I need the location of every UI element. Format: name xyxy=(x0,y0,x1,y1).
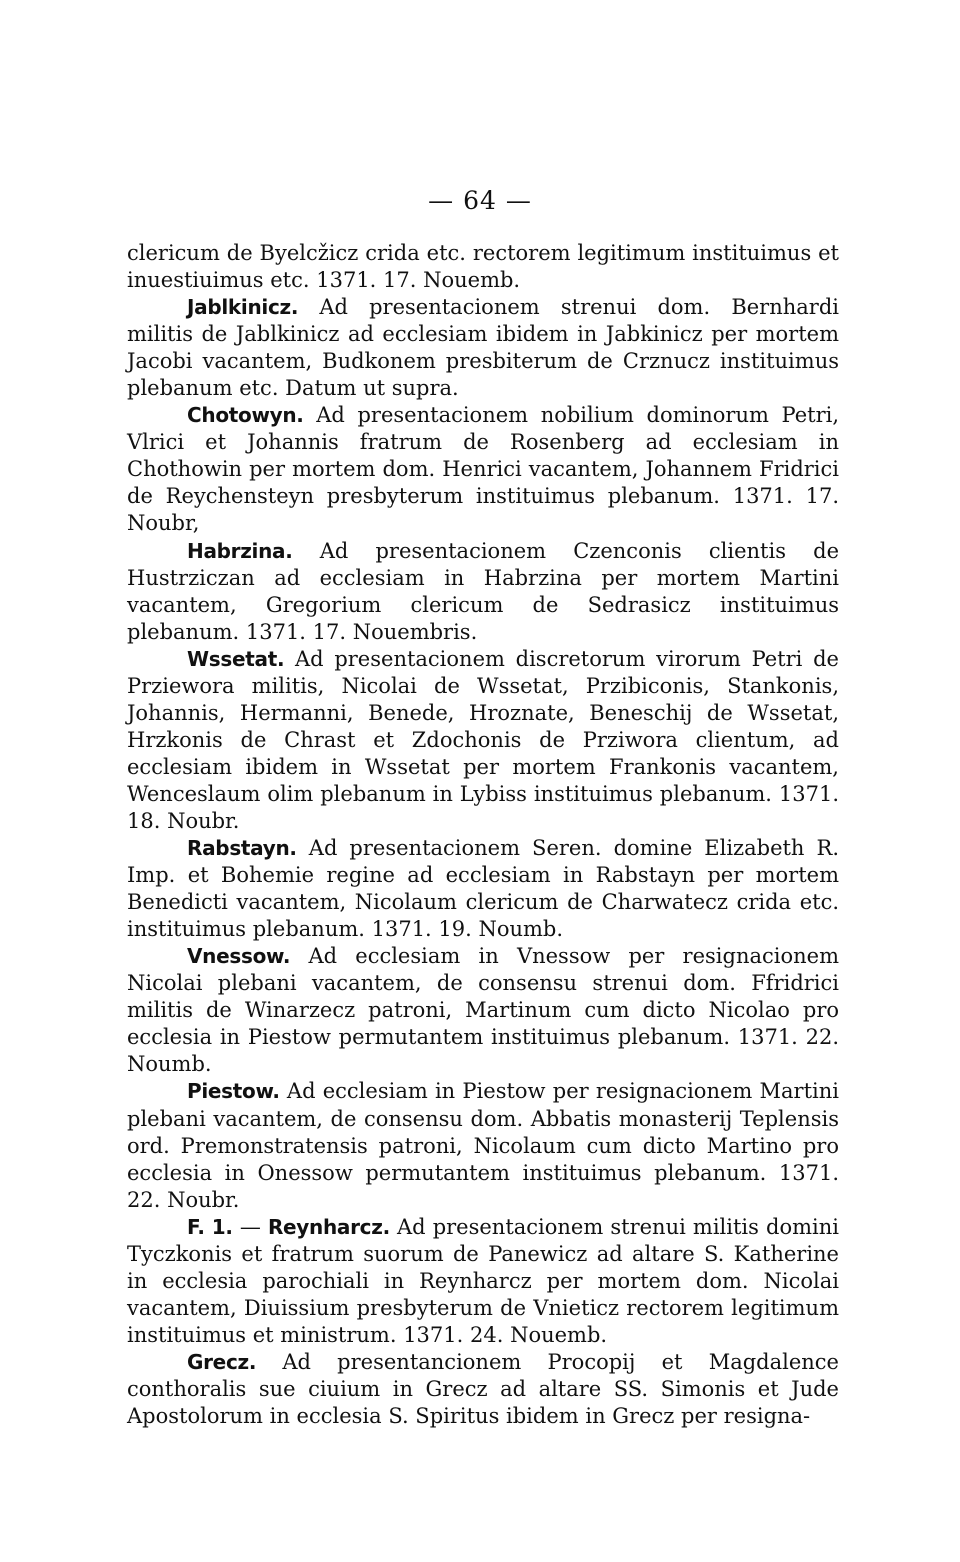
dash-separator: — xyxy=(232,1214,268,1239)
place-name: Grecz. xyxy=(187,1349,257,1374)
place-name: Habrzina. xyxy=(187,538,293,563)
entry-text: Ad presentacionem strenui militis domini Tyczkonis et fratrum suorum de Panewicz ad altare S. Katherine in ecclesia parochiali in Reynharcz per mortem dom. Nicolai vacantem, Diuissium presbyterum de Vnieticz rectorem legitimum instituimus et ministrum. 1371. 24. Nouemb. xyxy=(127,1214,839,1347)
entry-text: Ad ecclesiam in Piestow per resignacionem Martini plebani vacantem, de consensu dom. Abbatis monasterij Teplensis ord. Premonstratensis patroni, Nicolaum cum dicto Martino pro ecclesia in Onessow permutantem instituimus plebanum. 1371. 22. Noubr. xyxy=(127,1079,839,1212)
entry-piestow xyxy=(127,1078,839,1213)
entry-text: Ad presentacionem nobilium dominorum Petri, Vlrici et Johannis fratrum de Rosenberg ad ecclesiam in Chothowin per mortem dom. Henrici vacantem, Johannem Fridrici de Reychensteyn presbyterum instituimus plebanum. 1371. 17. Noubr, xyxy=(127,403,839,536)
place-name: Wssetat. xyxy=(187,646,285,671)
place-name: Piestow. xyxy=(187,1079,280,1104)
entry-text: Ad presentacionem strenui dom. Bernhardi militis de Jablkinicz ad ecclesiam ibidem in Jabkinicz per mortem Jacobi vacantem, Budkonem presbiterum de Crznucz instituimus plebanum etc. Datum ut supra. xyxy=(127,295,839,401)
entry-text: Ad ecclesiam in Vnessow per resignacionem Nicolai plebani vacantem, de consensu strenui dom. Ffridrici militis de Winarzecz patroni, Martinum cum dicto Nicolao pro ecclesia in Piestow permutantem instituimus plebanum. 1371. 22. Noumb. xyxy=(127,944,839,1077)
entry-jablkinicz xyxy=(127,294,839,402)
entry-habrzina xyxy=(127,538,839,646)
entry-text: clericum de Byelcžicz crida etc. rectorem legitimum instituimus et inuestiuimus etc. 1371. 17. Nouemb. xyxy=(127,241,839,293)
entry-text: Ad presentancionem Procopij et Magdalence conthoralis sue ciuium in Grecz ad altare SS. Simonis et Jude Apostolorum in ecclesia S. Spiritus ibidem in Grecz per resigna- xyxy=(127,1349,839,1429)
place-name: Rabstayn. xyxy=(187,836,297,861)
entry-text: Ad presentacionem discretorum virorum Petri de Prziewora militis, Nicolai de Wssetat, Przibiconis, Stankonis, Johannis, Hermanni, Benede, Hroznate, Beneschij de Wssetat, Hrzkonis de Chrast et Zdochonis de Prziwora clientum, ad ecclesiam ibidem in Wssetat per mortem Frankonis vacantem, Wenceslaum olim plebanum in Lybiss instituimus plebanum. 1371. 18. Noubr. xyxy=(127,646,839,833)
place-name: Reynharcz. xyxy=(267,1214,390,1239)
document-body xyxy=(127,240,839,1430)
entry-grecz xyxy=(127,1349,839,1430)
entry-continuation xyxy=(127,240,839,294)
entry-vnessow xyxy=(127,943,839,1078)
entry-wssetat xyxy=(127,646,839,835)
place-name: Chotowyn. xyxy=(187,403,304,428)
entry-text: Ad presentacionem Seren. domine Elizabeth R. Imp. et Bohemie regine ad ecclesiam in Rabstayn per mortem Benedicti vacantem, Nicolaum clericum de Charwatecz crida etc. instituimus plebanum. 1371. 19. Noumb. xyxy=(127,836,839,942)
entry-chotowyn xyxy=(127,402,839,537)
section-marker: F. 1. xyxy=(187,1214,233,1239)
place-name: Jablkinicz. xyxy=(187,295,299,320)
place-name: Vnessow. xyxy=(187,944,291,969)
page-number: — 64 — xyxy=(428,186,532,215)
entry-text: Ad presentacionem Czenconis clientis de Hustrziczan ad ecclesiam in Habrzina per mortem Martini vacantem, Gregorium clericum de Sedrasicz instituimus plebanum. 1371. 17. Nouembris. xyxy=(127,538,839,644)
entry-reynharcz xyxy=(127,1214,839,1349)
entry-rabstayn xyxy=(127,835,839,943)
